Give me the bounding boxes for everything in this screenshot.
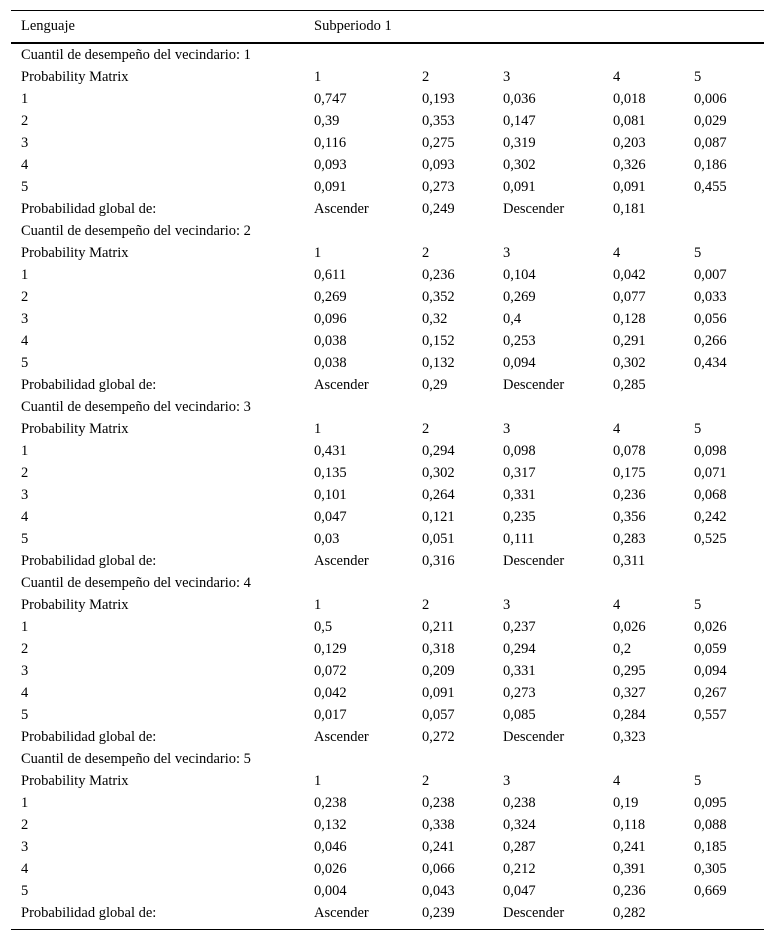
matrix-cell: 0,209 [422,663,455,679]
row-label: 2 [21,289,29,305]
matrix-cell: 0,266 [694,333,727,349]
row-label: 2 [21,641,29,657]
matrix-cell: 0,059 [694,641,727,657]
matrix-cell: 0,029 [694,113,727,129]
matrix-cell: 0,238 [503,795,536,811]
matrix-cell: 0,026 [613,619,646,635]
matrix-col-header: 2 [422,421,430,437]
matrix-cell: 0,391 [613,861,646,877]
matrix-row [11,330,764,352]
matrix-col-header: 1 [314,245,322,261]
matrix-cell: 0,038 [314,355,347,371]
ascend-value: 0,29 [422,377,448,393]
row-label: 4 [21,509,29,525]
ascend-label: Ascender [314,553,369,569]
descend-value: 0,181 [613,201,646,217]
matrix-cell: 0,338 [422,817,455,833]
matrix-col-header: 3 [503,245,511,261]
block-title-row [11,396,764,418]
matrix-cell: 0,353 [422,113,455,129]
row-label: 3 [21,839,29,855]
matrix-cell: 0,242 [694,509,727,525]
global-probability-row [11,902,764,924]
matrix-cell: 0,057 [422,707,455,723]
matrix-col-header: 2 [422,597,430,613]
row-label: 1 [21,91,29,107]
matrix-cell: 0,098 [503,443,536,459]
matrix-col-header: 1 [314,773,322,789]
matrix-cell: 0,275 [422,135,455,151]
matrix-cell: 0,087 [694,135,727,151]
row-label: 3 [21,663,29,679]
global-label: Probabilidad global de: [21,905,157,921]
row-label: 1 [21,267,29,283]
descend-label: Descender [503,905,565,921]
row-label: 1 [21,443,29,459]
matrix-cell: 0,111 [503,531,535,547]
matrix-cell: 0,118 [613,817,646,833]
matrix-cell: 0,324 [503,817,536,833]
matrix-col-header: 5 [694,245,702,261]
global-label: Probabilidad global de: [21,553,157,569]
descend-value: 0,285 [613,377,646,393]
matrix-cell: 0,669 [694,883,727,899]
matrix-cell: 0,096 [314,311,347,327]
matrix-cell: 0,295 [613,663,646,679]
matrix-row [11,484,764,506]
matrix-cell: 0,352 [422,289,455,305]
matrix-cell: 0,317 [503,465,536,481]
matrix-cell: 0,077 [613,289,646,305]
matrix-cell: 0,185 [694,839,727,855]
matrix-cell: 0,5 [314,619,333,635]
matrix-cell: 0,042 [613,267,646,283]
row-label: 5 [21,883,29,899]
ascend-label: Ascender [314,729,369,745]
row-label: 1 [21,619,29,635]
ascend-value: 0,272 [422,729,455,745]
matrix-cell: 0,747 [314,91,347,107]
descend-value: 0,282 [613,905,646,921]
matrix-cell: 0,302 [613,355,646,371]
matrix-col-header: 1 [314,69,322,85]
matrix-cell: 0,03 [314,531,340,547]
descend-label: Descender [503,201,565,217]
matrix-cell: 0,043 [422,883,455,899]
matrix-cell: 0,236 [613,883,646,899]
ascend-value: 0,239 [422,905,455,921]
matrix-row [11,440,764,462]
matrix-cell: 0,294 [422,443,455,459]
matrix-col-header: 5 [694,69,702,85]
matrix-cell: 0,038 [314,333,347,349]
matrix-cell: 0,331 [503,663,536,679]
matrix-row [11,682,764,704]
matrix-cell: 0,129 [314,641,347,657]
descend-label: Descender [503,553,565,569]
matrix-cell: 0,318 [422,641,455,657]
matrix-col-header: 5 [694,597,702,613]
row-label: 1 [21,795,29,811]
matrix-cell: 0,356 [613,509,646,525]
top-rule [11,10,764,11]
block-title: Cuantil de desempeño del vecindario: 3 [21,399,251,415]
matrix-cell: 0,072 [314,663,347,679]
matrix-cell: 0,042 [314,685,347,701]
matrix-col-header: 4 [613,597,621,613]
matrix-cell: 0,116 [314,135,347,151]
matrix-cell: 0,091 [422,685,455,701]
matrix-col-header: 2 [422,773,430,789]
matrix-cell: 0,006 [694,91,727,107]
matrix-col-header: 1 [314,421,322,437]
matrix-cell: 0,098 [694,443,727,459]
matrix-cell: 0,434 [694,355,727,371]
matrix-cell: 0,212 [503,861,536,877]
matrix-cell: 0,175 [613,465,646,481]
ascend-label: Ascender [314,905,369,921]
matrix-cell: 0,273 [422,179,455,195]
matrix-cell: 0,236 [613,487,646,503]
matrix-cell: 0,026 [694,619,727,635]
matrix-label: Probability Matrix [21,245,129,261]
ascend-value: 0,316 [422,553,455,569]
header-language: Lenguaje [21,18,75,34]
matrix-cell: 0,033 [694,289,727,305]
matrix-cell: 0,104 [503,267,536,283]
matrix-cell: 0,284 [613,707,646,723]
matrix-header-row [11,594,764,616]
matrix-row [11,528,764,550]
matrix-row [11,308,764,330]
matrix-row [11,836,764,858]
matrix-col-header: 5 [694,421,702,437]
matrix-cell: 0,264 [422,487,455,503]
matrix-cell: 0,2 [613,641,632,657]
matrix-row [11,286,764,308]
global-label: Probabilidad global de: [21,729,157,745]
matrix-header-row [11,66,764,88]
matrix-cell: 0,026 [314,861,347,877]
matrix-cell: 0,287 [503,839,536,855]
row-label: 5 [21,531,29,547]
matrix-cell: 0,094 [694,663,727,679]
matrix-row [11,660,764,682]
matrix-cell: 0,004 [314,883,347,899]
matrix-col-header: 4 [613,421,621,437]
matrix-label: Probability Matrix [21,597,129,613]
matrix-header-row [11,242,764,264]
matrix-cell: 0,455 [694,179,727,195]
row-label: 2 [21,817,29,833]
matrix-cell: 0,101 [314,487,347,503]
global-label: Probabilidad global de: [21,201,157,217]
global-probability-row [11,198,764,220]
matrix-cell: 0,095 [694,795,727,811]
matrix-cell: 0,269 [503,289,536,305]
row-label: 3 [21,311,29,327]
matrix-cell: 0,135 [314,465,347,481]
matrix-col-header: 2 [422,245,430,261]
descend-label: Descender [503,729,565,745]
matrix-cell: 0,302 [422,465,455,481]
matrix-cell: 0,093 [314,157,347,173]
matrix-cell: 0,094 [503,355,536,371]
matrix-row [11,616,764,638]
row-label: 4 [21,333,29,349]
matrix-row [11,638,764,660]
matrix-cell: 0,291 [613,333,646,349]
matrix-row [11,176,764,198]
block-title: Cuantil de desempeño del vecindario: 2 [21,223,251,239]
matrix-cell: 0,238 [422,795,455,811]
matrix-cell: 0,557 [694,707,727,723]
block-title: Cuantil de desempeño del vecindario: 1 [21,47,251,63]
matrix-cell: 0,066 [422,861,455,877]
matrix-cell: 0,238 [314,795,347,811]
matrix-cell: 0,327 [613,685,646,701]
matrix-cell: 0,211 [422,619,455,635]
matrix-col-header: 1 [314,597,322,613]
matrix-label: Probability Matrix [21,773,129,789]
matrix-cell: 0,294 [503,641,536,657]
matrix-cell: 0,186 [694,157,727,173]
matrix-label: Probability Matrix [21,421,129,437]
matrix-cell: 0,273 [503,685,536,701]
matrix-row [11,110,764,132]
row-label: 5 [21,707,29,723]
matrix-cell: 0,088 [694,817,727,833]
descend-value: 0,323 [613,729,646,745]
matrix-row [11,132,764,154]
matrix-col-header: 2 [422,69,430,85]
block-title-row [11,748,764,770]
matrix-cell: 0,017 [314,707,347,723]
matrix-cell: 0,091 [314,179,347,195]
row-label: 2 [21,113,29,129]
matrix-cell: 0,241 [422,839,455,855]
matrix-cell: 0,39 [314,113,340,129]
matrix-cell: 0,056 [694,311,727,327]
matrix-cell: 0,093 [422,157,455,173]
bottom-rule [11,929,764,930]
matrix-header-row [11,770,764,792]
global-probability-row [11,374,764,396]
matrix-cell: 0,047 [503,883,536,899]
matrix-cell: 0,235 [503,509,536,525]
descend-label: Descender [503,377,565,393]
matrix-cell: 0,236 [422,267,455,283]
matrix-col-header: 3 [503,597,511,613]
matrix-cell: 0,046 [314,839,347,855]
matrix-cell: 0,018 [613,91,646,107]
table-header-row [11,15,764,37]
matrix-cell: 0,525 [694,531,727,547]
ascend-label: Ascender [314,377,369,393]
matrix-row [11,704,764,726]
matrix-cell: 0,085 [503,707,536,723]
matrix-cell: 0,047 [314,509,347,525]
row-label: 4 [21,685,29,701]
matrix-col-header: 3 [503,773,511,789]
matrix-cell: 0,237 [503,619,536,635]
row-label: 3 [21,135,29,151]
matrix-row [11,814,764,836]
row-label: 4 [21,861,29,877]
matrix-cell: 0,302 [503,157,536,173]
matrix-cell: 0,241 [613,839,646,855]
matrix-cell: 0,078 [613,443,646,459]
matrix-col-header: 3 [503,421,511,437]
matrix-cell: 0,147 [503,113,536,129]
block-title: Cuantil de desempeño del vecindario: 5 [21,751,251,767]
ascend-label: Ascender [314,201,369,217]
matrix-row [11,858,764,880]
matrix-row [11,264,764,286]
header-subperiod: Subperiodo 1 [314,18,392,34]
matrix-cell: 0,269 [314,289,347,305]
matrix-cell: 0,611 [314,267,347,283]
matrix-row [11,462,764,484]
matrix-col-header: 4 [613,245,621,261]
matrix-cell: 0,267 [694,685,727,701]
matrix-cell: 0,068 [694,487,727,503]
matrix-row [11,352,764,374]
matrix-col-header: 4 [613,773,621,789]
matrix-cell: 0,319 [503,135,536,151]
descend-value: 0,311 [613,553,646,569]
block-title-row [11,44,764,66]
block-title-row [11,220,764,242]
row-label: 5 [21,355,29,371]
matrix-col-header: 3 [503,69,511,85]
matrix-cell: 0,071 [694,465,727,481]
matrix-cell: 0,007 [694,267,727,283]
matrix-label: Probability Matrix [21,69,129,85]
matrix-cell: 0,203 [613,135,646,151]
matrix-cell: 0,326 [613,157,646,173]
matrix-cell: 0,4 [503,311,522,327]
matrix-cell: 0,051 [422,531,455,547]
matrix-col-header: 4 [613,69,621,85]
matrix-cell: 0,121 [422,509,455,525]
matrix-cell: 0,32 [422,311,448,327]
block-title-row [11,572,764,594]
block-title: Cuantil de desempeño del vecindario: 4 [21,575,251,591]
matrix-cell: 0,431 [314,443,347,459]
matrix-header-row [11,418,764,440]
global-probability-row [11,550,764,572]
matrix-cell: 0,19 [613,795,639,811]
matrix-cell: 0,128 [613,311,646,327]
matrix-row [11,792,764,814]
row-label: 4 [21,157,29,173]
matrix-col-header: 5 [694,773,702,789]
matrix-cell: 0,305 [694,861,727,877]
matrix-cell: 0,193 [422,91,455,107]
matrix-row [11,506,764,528]
matrix-cell: 0,253 [503,333,536,349]
global-probability-row [11,726,764,748]
row-label: 3 [21,487,29,503]
matrix-cell: 0,132 [314,817,347,833]
matrix-cell: 0,081 [613,113,646,129]
ascend-value: 0,249 [422,201,455,217]
matrix-cell: 0,091 [613,179,646,195]
matrix-cell: 0,091 [503,179,536,195]
matrix-cell: 0,331 [503,487,536,503]
matrix-cell: 0,132 [422,355,455,371]
matrix-cell: 0,152 [422,333,455,349]
matrix-row [11,88,764,110]
global-label: Probabilidad global de: [21,377,157,393]
row-label: 2 [21,465,29,481]
row-label: 5 [21,179,29,195]
matrix-row [11,880,764,902]
matrix-row [11,154,764,176]
matrix-cell: 0,283 [613,531,646,547]
matrix-cell: 0,036 [503,91,536,107]
